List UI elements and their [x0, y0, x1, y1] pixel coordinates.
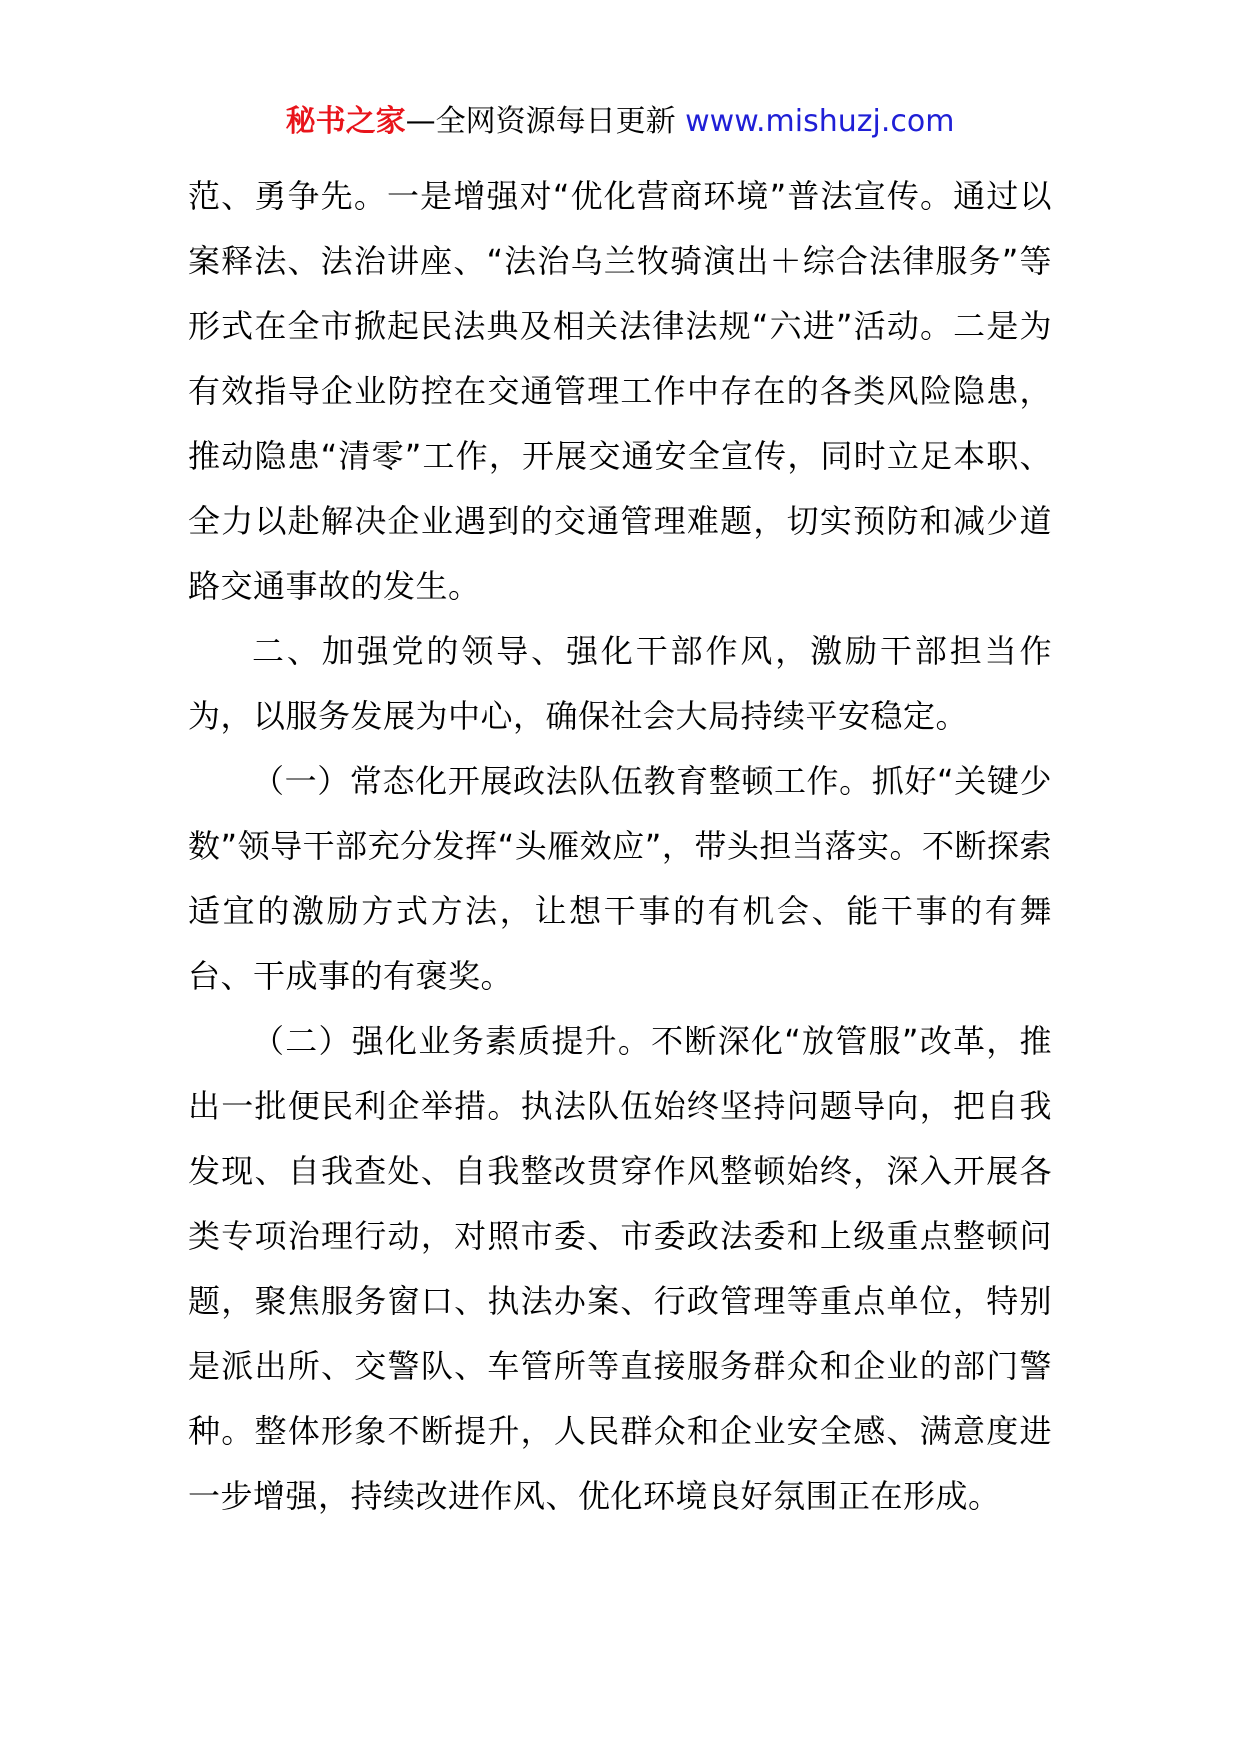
paragraph-continued: 范、勇争先。一是增强对“优化营商环境”普法宣传。通过以案释法、法治讲座、“法治乌兰牧骑演出＋综合法律服务”等形式在全市掀起民法典及相关法律法规“六进”活动。二是为有效指导企业防控在交通管理工作中存在的各类风险隐患，推动隐患“清零”工作，开展交通安全宣传，同时立足本职、全力以赴解决企业遇到的交通管理难题，切实预防和减少道路交通事故的发生。	[188, 177, 1052, 605]
header-url-link[interactable]: www.mishuzj.com	[685, 104, 955, 139]
section-heading-two: 二、加强党的领导、强化干部作风，激励干部担当作为，以服务发展为中心，确保社会大局持续平安稳定。	[188, 632, 1052, 735]
paragraph-subsection-one: （一）常态化开展政法队伍教育整顿工作。抓好“关键少数”领导干部充分发挥“头雁效应”，带头担当落实。不断探索适宜的激励方式方法，让想干事的有机会、能干事的有舞台、干成事的有褒奖。	[188, 762, 1052, 995]
page-header	[0, 100, 1240, 144]
document-body	[188, 164, 1052, 1529]
header-brand: 秘书之家	[285, 104, 406, 139]
header-tagline: —全网资源每日更新	[405, 104, 676, 139]
paragraph-subsection-two: （二）强化业务素质提升。不断深化“放管服”改革，推出一批便民利企举措。执法队伍始终坚持问题导向，把自我发现、自我查处、自我整改贯穿作风整顿始终，深入开展各类专项治理行动，对照市委、市委政法委和上级重点整顿问题，聚焦服务窗口、执法办案、行政管理等重点单位，特别是派出所、交警队、车管所等直接服务群众和企业的部门警种。整体形象不断提升，人民群众和企业安全感、满意度进一步增强，持续改进作风、优化环境良好氛围正在形成。	[188, 1022, 1052, 1515]
